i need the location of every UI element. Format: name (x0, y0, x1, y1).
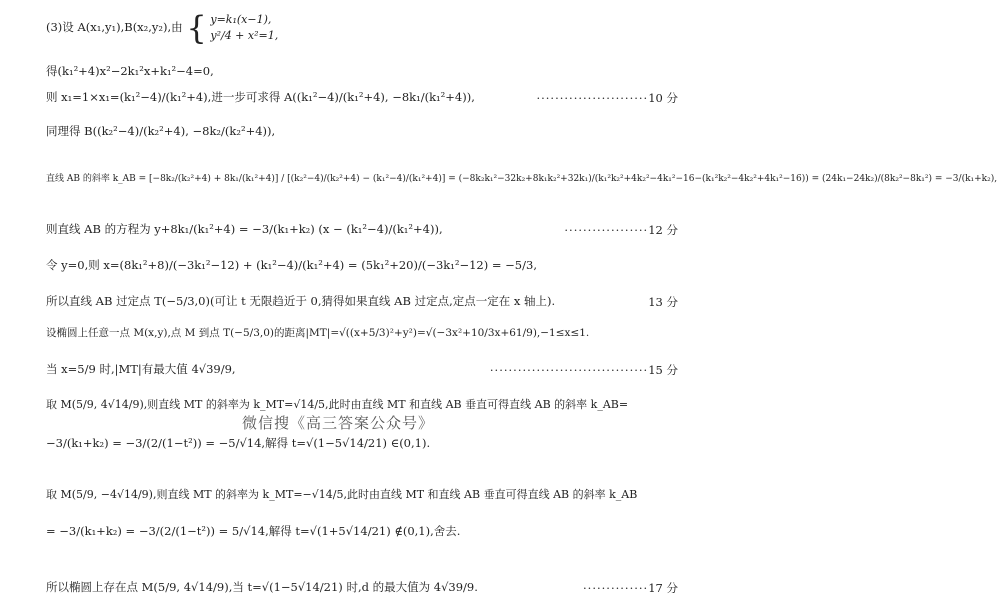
line-15: 所以椭圆上存在点 M(5/9, 4√14/9),当 t=√(1−5√14/21) 时,d 的最大值为 4√39/9. (46, 580, 478, 594)
line-4: 同理得 B((k₂²−4)/(k₂²+4), −8k₂/(k₂²+4)), (46, 124, 276, 138)
equation-system: y=k₁(x−1), y²/4 + x²=1, (210, 13, 279, 42)
line-13: 取 M(5/9, −4√14/9),则直线 MT 的斜率为 k_MT=−√14/5,此时由直线 MT 和直线 AB 垂直可得直线 AB 的斜率 k_AB (46, 488, 638, 501)
line-8: 所以直线 AB 过定点 T(−5/3,0)(可让 t 无限趋近于 0,猜得如果直线 AB 过定点,定点一定在 x 轴上). (46, 294, 556, 308)
line-2: 得(k₁²+4)x²−2k₁²x+k₁²−4=0, (46, 64, 214, 78)
line-1: (3)设 A(x₁,y₁),B(x₂,y₂),由 { y=k₁(x−1), y²/4 + x²=1, (46, 9, 279, 47)
line-5: 直线 AB 的斜率 k_AB = [−8k₂/(k₂²+4) + 8k₁/(k₁²+4)] / [(k₂²−4)/(k₂²+4) − (k₁²−4)/(k₁²+4)] = (−8k₂k₁²−32k₂+8k₁k₂²+32k₁)/(k₁²k₂²+4k₂²−4k₁²−16−(k₁²k₂²−4k₂²+4k₁²−16)) = (24k₁−24k₂)/(8k₂²−8k₁²) = −3/(k₁+k₂), (46, 174, 997, 184)
watermark: 微信搜《高三答案公众号》 (242, 414, 435, 432)
score-13: 13 分 (648, 295, 678, 309)
line-11: 取 M(5/9, 4√14/9),则直线 MT 的斜率为 k_MT=√14/5,此时由直线 MT 和直线 AB 垂直可得直线 AB 的斜率 k_AB= (46, 398, 629, 411)
line-3: 则 x₁=1×x₁=(k₁²−4)/(k₁²+4),进一步可求得 A((k₁²−4)/(k₁²+4), −8k₁/(k₁²+4)), (46, 90, 475, 104)
line-10: 当 x=5/9 时,|MT|有最大值 4√39/9, (46, 362, 236, 376)
line-6: 则直线 AB 的方程为 y+8k₁/(k₁²+4) = −3/(k₁+k₂) (x − (k₁²−4)/(k₁²+4)), (46, 222, 443, 236)
score-10: ························10 分 (536, 91, 678, 105)
score-17: ··············17 分 (583, 581, 678, 595)
line-14: = −3/(k₁+k₂) = −3/(2/(1−t²)) = 5/√14,解得 t=√(1+5√14/21) ∉(0,1),舍去. (46, 524, 461, 538)
line-7: 令 y=0,则 x=(8k₁²+8)/(−3k₁²−12) + (k₁²−4)/(k₁²+4) = (5k₁²+20)/(−3k₁²−12) = −5/3, (46, 258, 537, 272)
score-15: ··································15 分 (489, 363, 678, 377)
line-12: −3/(k₁+k₂) = −3/(2/(1−t²)) = −5/√14,解得 t=√(1−5√14/21) ∈(0,1). (46, 436, 431, 450)
score-12: ··················12 分 (564, 223, 678, 237)
line-9: 设椭圆上任意一点 M(x,y),点 M 到点 T(−5/3,0)的距离|MT|=√((x+5/3)²+y²)=√(−3x²+10/3x+61/9),−1≤x≤1. (46, 327, 590, 339)
